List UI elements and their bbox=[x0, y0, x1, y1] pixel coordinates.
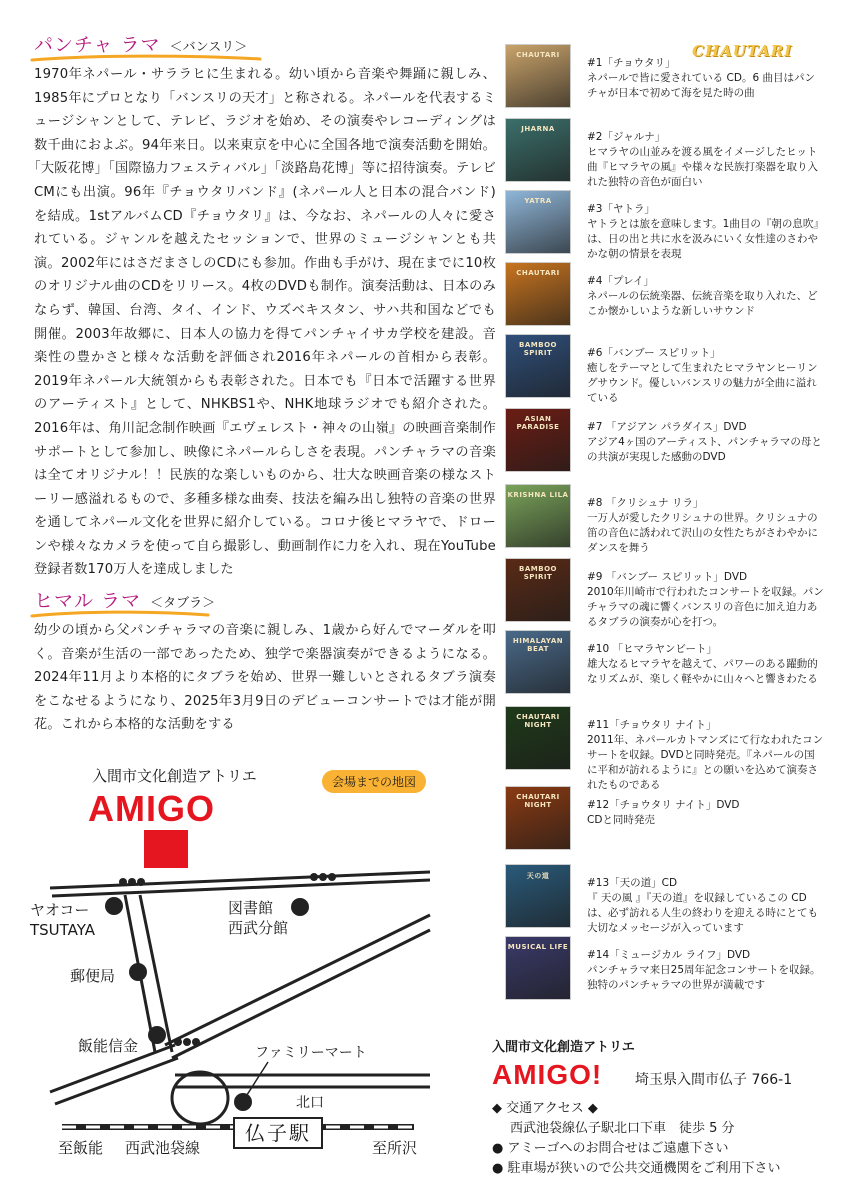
album-text bbox=[587, 496, 825, 556]
album-item bbox=[505, 706, 825, 791]
artist-role: ＜バンスリ＞ bbox=[169, 40, 248, 55]
album-cover-title: 天の道 bbox=[526, 872, 550, 880]
swoosh-decoration bbox=[30, 610, 210, 619]
album-title: #14「ミュージカル ライフ」DVD bbox=[587, 949, 751, 961]
album-text bbox=[587, 346, 825, 406]
map-venue-label: 入間市文化創造アトリエ bbox=[92, 767, 257, 785]
info-note: ● 駐車場が狭いので公共交通機関をご利用下さい bbox=[492, 1161, 781, 1176]
album-cover-title: CHAUTARI NIGHT bbox=[516, 793, 560, 809]
album-title: #8 「クリシュナ リラ」 bbox=[587, 497, 704, 509]
album-cover-title: ASIAN PARADISE bbox=[516, 415, 560, 431]
album-title: #7 「アジアン パラダイス」DVD bbox=[587, 421, 747, 433]
album-text bbox=[587, 56, 825, 101]
album-title: #6「バンブー スピリット」 bbox=[587, 347, 721, 359]
info-address: 埼玉県入間市仏子 766-1 bbox=[635, 1072, 793, 1088]
album-description: ヤトラとは旅を意味します。1曲目の『朝の息吹』は、日の出と共に水を汲みにいく女性達のさわやかな朝の情景を表現 bbox=[587, 218, 824, 260]
album-cover-title: BAMBOO SPIRIT bbox=[519, 565, 557, 581]
album-cover bbox=[505, 118, 571, 182]
album-text bbox=[587, 718, 825, 793]
album-description: 『 天の風 』『天の道』を収録しているこの CDは、必ず訪れる人生の終わりを迎える時にとても大切なメッセージが入っています bbox=[587, 892, 818, 934]
album-item bbox=[505, 630, 825, 700]
label-to-tokorozawa: 至所沢 bbox=[372, 1139, 418, 1157]
album-text bbox=[587, 948, 825, 993]
artist-name: パンチャ ラマ bbox=[34, 34, 161, 56]
artist-bio: 幼少の頃から父パンチャラマの音楽に親しみ、1歳から好んでマーダルを叩く。音楽が生活の一部であったため、独学で楽器演奏ができるようになる。2024年11月より本格的にタブラを始め、世界一難しいとされるタブラ演奏をこなせるようになり、2025年3月9日のデビューコンサートでは才能が開花。これから本格的な活動をする bbox=[34, 623, 496, 733]
venue-info bbox=[492, 1036, 832, 1179]
album-description: ネパールの伝統楽器、伝統音楽を取り入れた、どこか懐かしいような新しいサウンド bbox=[587, 290, 818, 317]
album-cover-title: HIMALAYAN BEAT bbox=[512, 637, 564, 653]
album-description: ヒマラヤの山並みを渡る風をイメージしたヒット曲『ヒマラヤの風』や様々な民族打楽器を取り入れた独特の音色が面白い bbox=[587, 146, 818, 188]
album-cover bbox=[505, 936, 571, 1000]
album-description: ネパールで皆に愛されている CD。6 曲目はパンチャが日本で初めて海を見た時の曲 bbox=[587, 72, 815, 99]
album-title: #13「天の道」CD bbox=[587, 877, 678, 889]
label-rail-line: 西武池袋線 bbox=[125, 1139, 201, 1157]
artist-heading-pancha bbox=[34, 30, 247, 57]
album-item bbox=[505, 558, 825, 628]
album-cover bbox=[505, 334, 571, 398]
album-title: #10 「ヒマラヤンビート」 bbox=[587, 643, 717, 655]
album-title: #1「チョウタリ」 bbox=[587, 57, 676, 69]
album-cover bbox=[505, 786, 571, 850]
info-note: ● アミーゴへのお問合せはご遠慮下さい bbox=[492, 1141, 729, 1156]
album-description: 2010年川崎市で行われたコンサートを収録。パンチャラマの魂に響くバンスリの音色に加え迫力あるタブラの演奏が心を打つ。 bbox=[587, 586, 824, 628]
album-item bbox=[505, 936, 825, 1006]
label-post-office: 郵便局 bbox=[70, 967, 116, 985]
album-cover-title: JHARNA bbox=[521, 125, 555, 133]
label-tsutaya: TSUTAYA bbox=[30, 921, 96, 939]
swoosh-decoration bbox=[30, 54, 262, 63]
album-item bbox=[505, 864, 825, 934]
label-bank: 飯能信金 bbox=[78, 1037, 139, 1055]
label-to-hanno: 至飯能 bbox=[58, 1139, 104, 1157]
album-description: パンチャラマ来日25周年記念コンサートを収録。独特のパンチャラマの世界が満載です bbox=[587, 964, 821, 991]
venue-marker bbox=[144, 830, 188, 868]
album-cover-title: CHAUTARI bbox=[516, 51, 560, 59]
info-access-detail: 西武池袋線仏子駅北口下車 徒歩 5 分 bbox=[510, 1121, 735, 1136]
album-title: #11「チョウタリ ナイト」 bbox=[587, 719, 717, 731]
album-title: #9 「バンブー スピリット」DVD bbox=[587, 571, 748, 583]
map-badge: 会場までの地図 bbox=[322, 770, 426, 793]
artist-role: ＜タブラ＞ bbox=[150, 596, 216, 612]
album-text bbox=[587, 570, 825, 630]
artist-heading-himal bbox=[34, 586, 215, 613]
label-library: 図書館 bbox=[228, 899, 274, 917]
album-text bbox=[587, 798, 825, 828]
album-description: 雄大なるヒマラヤを越えて、パワーのある躍動的なリズムが、楽しく軽やかに山々へと響きわたる bbox=[587, 658, 818, 685]
album-item bbox=[505, 118, 825, 188]
album-cover bbox=[505, 190, 571, 254]
album-cover bbox=[505, 408, 571, 472]
label-library-branch: 西武分館 bbox=[228, 919, 289, 937]
label-north-exit: 北口 bbox=[296, 1095, 324, 1111]
album-cover-title: MUSICAL LIFE bbox=[507, 943, 569, 951]
album-description: 一万人が愛したクリシュナの世界。クリシュナの笛の音色に誘われて沢山の女性たちがさわやかにダンスを舞う bbox=[587, 512, 818, 554]
map-venue-logo: AMIGO bbox=[88, 788, 215, 829]
label-yaoko: ヤオコー bbox=[30, 901, 90, 919]
album-cover-title: CHAUTARI bbox=[516, 269, 560, 277]
info-venue-logo: AMIGO! bbox=[492, 1059, 603, 1090]
album-cover-title: CHAUTARI NIGHT bbox=[516, 713, 560, 729]
artists-column bbox=[34, 30, 496, 737]
album-description: アジア4ヶ国のアーティスト、パンチャラマの母との共演が実現した感動のDVD bbox=[587, 436, 822, 463]
venue-map bbox=[0, 740, 480, 1200]
album-title: #4「プレイ」 bbox=[587, 275, 655, 287]
album-cover bbox=[505, 864, 571, 928]
album-text bbox=[587, 274, 825, 319]
album-item bbox=[505, 786, 825, 856]
album-text bbox=[587, 202, 825, 262]
album-text bbox=[587, 876, 825, 936]
album-cover bbox=[505, 484, 571, 548]
station-box: 仏子駅 bbox=[233, 1117, 323, 1149]
artist-bio: 1970年ネパール・サララヒに生まれる。幼い頃から音楽や舞踊に親しみ、1985年にプロとなり「バンスリの天才」と称される。ネパールを代表するミュージシャンとして、テレビ、ラジオを始め、その演奏やレコーディングは数千曲におよぶ。94年来日。以来東京を中心に全国各地で演奏活動を開始。｢大阪花博｣「国際協力フェスティバル」「淡路島花博」等に招待演奏。テレビCMにも出演。96年『チョウタリバンド』(ネパール人と日本の混合バンド) を結成。1stアルバムCD『チョウタリ』は、今なお、ネパールの人々に愛されている。ジャンルを越えたセッションで、世界のミュージシャンとも共演。2002年にはさだまさしのCDにも参加。作曲も手がけ、現在までに10枚のオリジナル曲のCDをリリース。4枚のDVDも制作。演奏活動は、日本のみならず、韓国、台湾、タイ、インド、ウズベキスタン、サハ共和国などでも開催。2003年故郷に、日本人の協力を得てパンチャイサカ学校を建設。音楽性の豊かさと様々な活動を評価され2016年ネパールの首相から表彰。2019年ネパール大統領からも表彰された。日本でも『日本で活躍する世界のアーティスト』として、NHKBS1や、NHK地球ラジオでも紹介された。2016年は、角川記念制作映画『エヴェレスト・神々の山嶺』の映画音楽制作サポートとして参加し、映像にネパールらしさを表現。パンチャラマの音楽は全てオリジナル！！民族的な楽しいものから、壮大な映画音楽の様なストーリー感溢れるもので、多種多様な曲奏、技法を編み出し独特の音楽の世界を通してネパール文化を世界に紹介している。コロナ後ヒマラヤで、ドローンや様々なカメラを使って自ら撮影し、動画制作に力を入れ、現在YouTube登録者数170万人を達成しました bbox=[34, 67, 496, 578]
album-description: 2011年、ネパールカトマンズにて行なわれたコンサートを収録。DVDと同時発売。『ネパールの国に平和が訪れるように』との願いを込めて演奏されたものである bbox=[587, 734, 824, 791]
album-title: #12「チョウタリ ナイト」DVD bbox=[587, 799, 740, 811]
info-access-title: ◆ 交通アクセス ◆ bbox=[492, 1101, 598, 1116]
album-description: CDと同時発売 bbox=[587, 814, 655, 826]
album-cover-title: KRISHNA LILA bbox=[507, 491, 569, 499]
album-cover-title: BAMBOO SPIRIT bbox=[519, 341, 557, 357]
album-description: 癒しをテーマとして生まれたヒマラヤンヒーリングサウンド。優しいバンスリの魅力が全曲に溢れている bbox=[587, 362, 818, 404]
info-venue-name: 入間市文化創造アトリエ bbox=[492, 1040, 635, 1055]
artist-name: ヒマル ラマ bbox=[34, 590, 142, 613]
chautari-brand-logo: CHAUTARI bbox=[692, 42, 793, 60]
album-cover bbox=[505, 558, 571, 622]
label-familymart: ファミリーマート bbox=[255, 1045, 367, 1061]
info-logo-row bbox=[492, 1059, 832, 1093]
album-item bbox=[505, 484, 825, 554]
album-cover bbox=[505, 630, 571, 694]
album-title: #3「ヤトラ」 bbox=[587, 203, 655, 215]
album-text bbox=[587, 642, 825, 687]
album-item bbox=[505, 334, 825, 404]
album-title: #2「ジャルナ」 bbox=[587, 131, 666, 143]
album-item bbox=[505, 44, 825, 114]
album-cover bbox=[505, 44, 571, 108]
album-item bbox=[505, 190, 825, 260]
album-cover-title: YATRA bbox=[524, 197, 552, 205]
album-item bbox=[505, 262, 825, 332]
album-item bbox=[505, 408, 825, 478]
album-cover bbox=[505, 706, 571, 770]
album-cover bbox=[505, 262, 571, 326]
album-text bbox=[587, 130, 825, 190]
album-text bbox=[587, 420, 825, 465]
